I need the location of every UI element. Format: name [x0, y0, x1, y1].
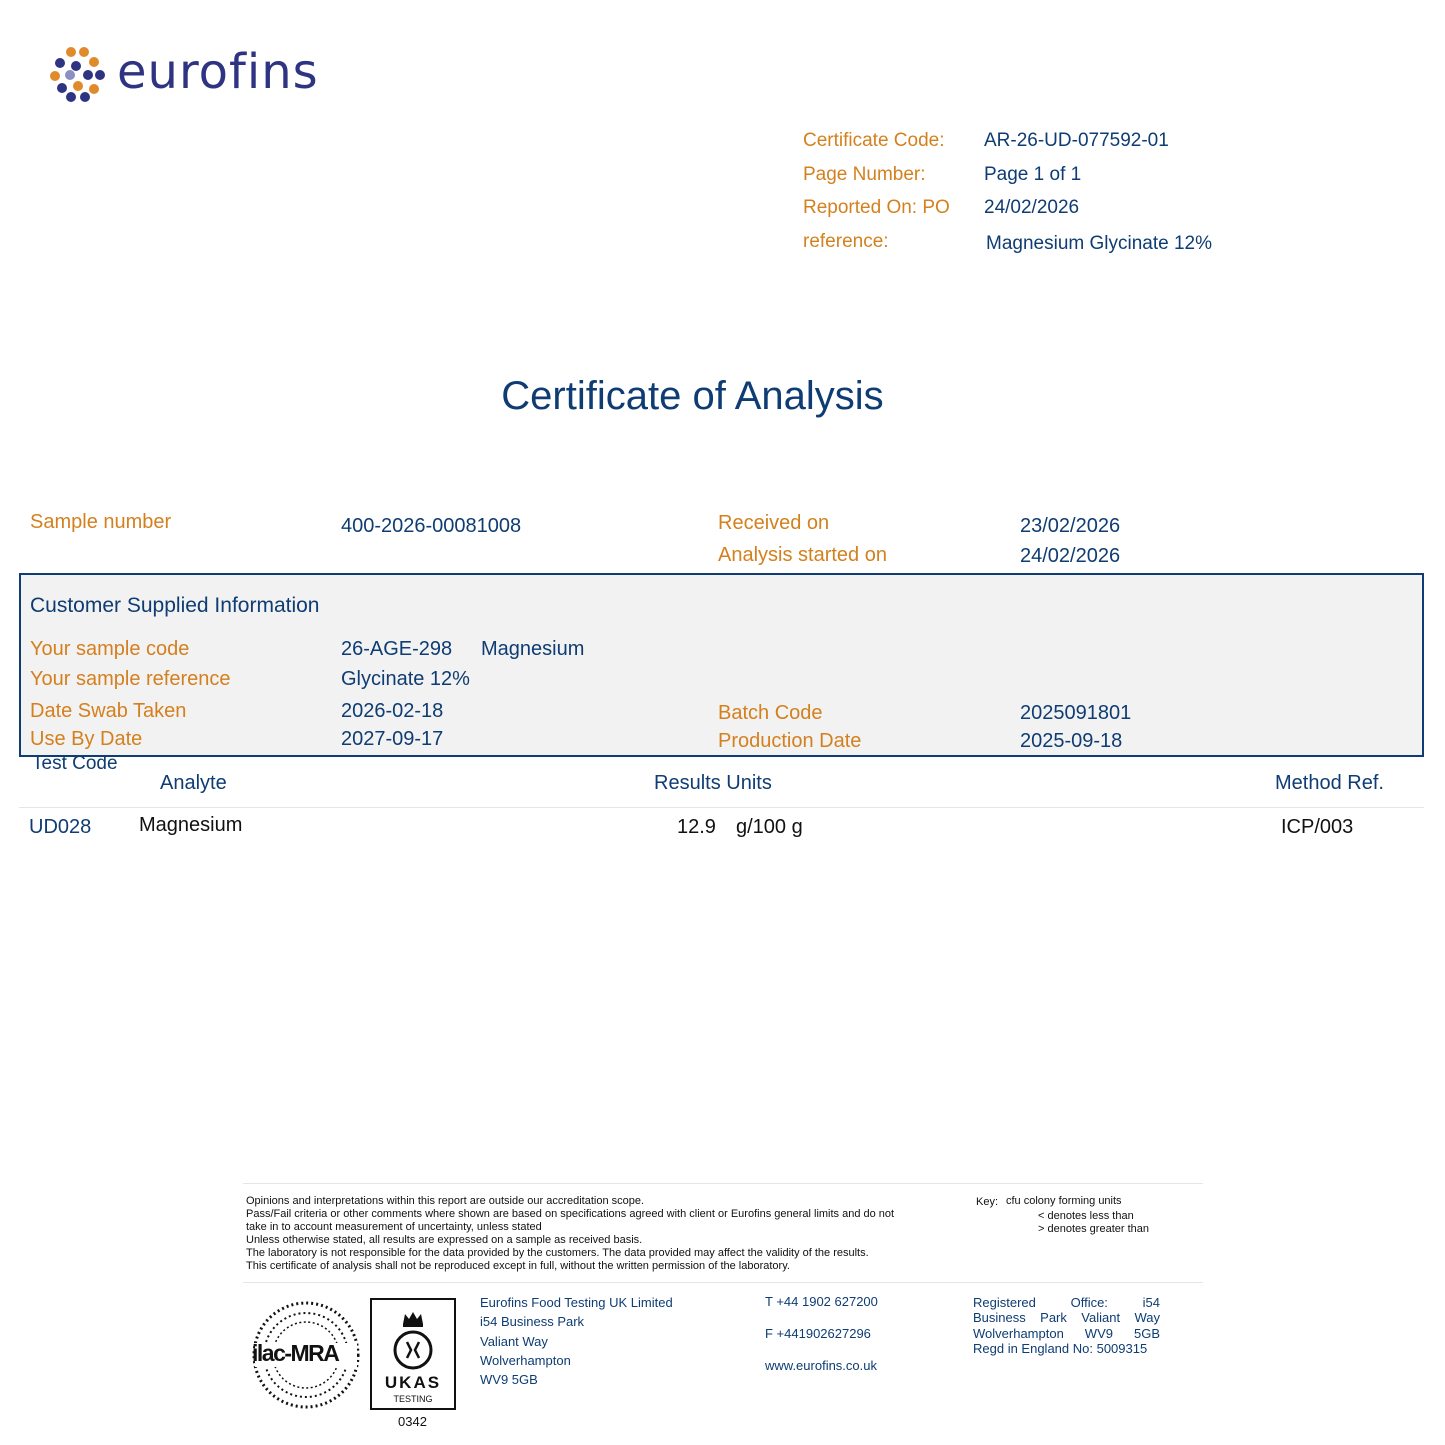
header-test-code: Test Code	[32, 753, 118, 774]
key-line: > denotes greater than	[1038, 1223, 1149, 1235]
footer-note: This certificate of analysis shall not be reproduced except in full, without the written permission of the laboratory.	[246, 1260, 790, 1272]
row-test-code: UD028	[29, 816, 92, 838]
footer-note: Opinions and interpretations within this report are outside our accreditation scope.	[246, 1195, 645, 1207]
address-line: WV9 5GB	[480, 1372, 538, 1387]
po-reference-label: reference:	[803, 231, 889, 252]
date-swab-label: Date Swab Taken	[30, 700, 187, 722]
page-number-label: Page Number:	[803, 164, 926, 185]
sample-code-label: Your sample code	[30, 638, 190, 660]
production-date-value: 2025-09-18	[1020, 730, 1123, 752]
header-analyte: Analyte	[160, 772, 227, 794]
sample-code-value: 26-AGE-298	[341, 638, 453, 660]
date-swab-value: 2026-02-18	[341, 700, 444, 722]
footer-top-divider	[243, 1183, 1203, 1184]
eurofins-dots-logo-icon	[48, 44, 106, 102]
analysis-started-value: 24/02/2026	[1020, 545, 1121, 567]
header-method-ref: Method Ref.	[1275, 772, 1384, 794]
registered-office-line: Business Park Valiant Way	[973, 1310, 1160, 1325]
footer-bottom-divider	[243, 1282, 1203, 1283]
production-date-label: Production Date	[718, 730, 862, 752]
key-line: < denotes less than	[1038, 1210, 1134, 1222]
footer-note: The laboratory is not responsible for the data provided by the customers. The data provided may affect the validity of the results.	[246, 1247, 869, 1259]
footer-note: take in to account measurement of uncertainty, unless stated	[246, 1221, 542, 1233]
batch-code-label: Batch Code	[718, 702, 823, 724]
address-line: Valiant Way	[480, 1334, 548, 1349]
header-results-units: Results Units	[654, 772, 772, 794]
ukas-logo	[370, 1298, 456, 1410]
use-by-value: 2027-09-17	[341, 728, 444, 750]
key-line: cfu colony forming units	[1006, 1195, 1122, 1207]
address-line: Eurofins Food Testing UK Limited	[480, 1295, 673, 1310]
row-analyte: Magnesium	[139, 814, 243, 836]
row-result: 12.9	[677, 816, 716, 838]
address-line: i54 Business Park	[480, 1314, 585, 1329]
batch-code-value: 2025091801	[1020, 702, 1132, 724]
reported-on-value: 24/02/2026	[984, 197, 1080, 218]
row-units: g/100 g	[736, 816, 803, 838]
sample-code-extra: Magnesium	[481, 638, 585, 660]
footer-note: Pass/Fail criteria or other comments where shown are based on specifications agreed with client or Eurofins general limits and do not	[246, 1208, 895, 1220]
row-method: ICP/003	[1281, 816, 1354, 838]
certificate-code-label: Certificate Code:	[803, 130, 945, 151]
key-label: Key:	[976, 1196, 999, 1208]
sample-number-value: 400-2026-00081008	[341, 515, 522, 537]
fax-number: F +441902627296	[765, 1326, 871, 1341]
page-number-value: Page 1 of 1	[984, 164, 1082, 185]
customer-info-heading: Customer Supplied Information	[30, 594, 320, 617]
sample-number-label: Sample number	[30, 511, 172, 533]
ilac-mra-text: ilac-MRA	[252, 1340, 339, 1366]
address-line: Wolverhampton	[480, 1353, 571, 1368]
analysis-started-label: Analysis started on	[718, 544, 887, 566]
ukas-accreditation-number: 0342	[398, 1414, 427, 1429]
registered-office-line: Registered Office: i54	[973, 1295, 1160, 1310]
ukas-text: UKAS	[384, 1373, 442, 1392]
registered-office-line: Wolverhampton WV9 5GB	[973, 1326, 1160, 1341]
page-title: Certificate of Analysis	[501, 374, 884, 418]
table-header-divider	[19, 807, 1424, 808]
footer-note: Unless otherwise stated, all results are expressed on a sample as received basis.	[246, 1234, 643, 1246]
sample-reference-value: Glycinate 12%	[341, 668, 470, 690]
use-by-label: Use By Date	[30, 728, 143, 750]
po-reference-value: Magnesium Glycinate 12%	[986, 233, 1212, 254]
certificate-code-value: AR-26-UD-077592-01	[984, 130, 1169, 151]
sample-reference-label: Your sample reference	[30, 668, 231, 690]
registered-office-line: Regd in England No: 5009315	[973, 1341, 1148, 1356]
ukas-testing-text: TESTING	[393, 1394, 433, 1404]
website-link[interactable]: www.eurofins.co.uk	[765, 1358, 877, 1373]
reported-on-label: Reported On: PO	[803, 197, 950, 218]
received-on-label: Received on	[718, 512, 830, 534]
phone-number: T +44 1902 627200	[765, 1294, 878, 1309]
eurofins-logo-text: eurofins	[117, 44, 319, 100]
crown-icon	[392, 1304, 434, 1374]
received-on-value: 23/02/2026	[1020, 515, 1121, 537]
